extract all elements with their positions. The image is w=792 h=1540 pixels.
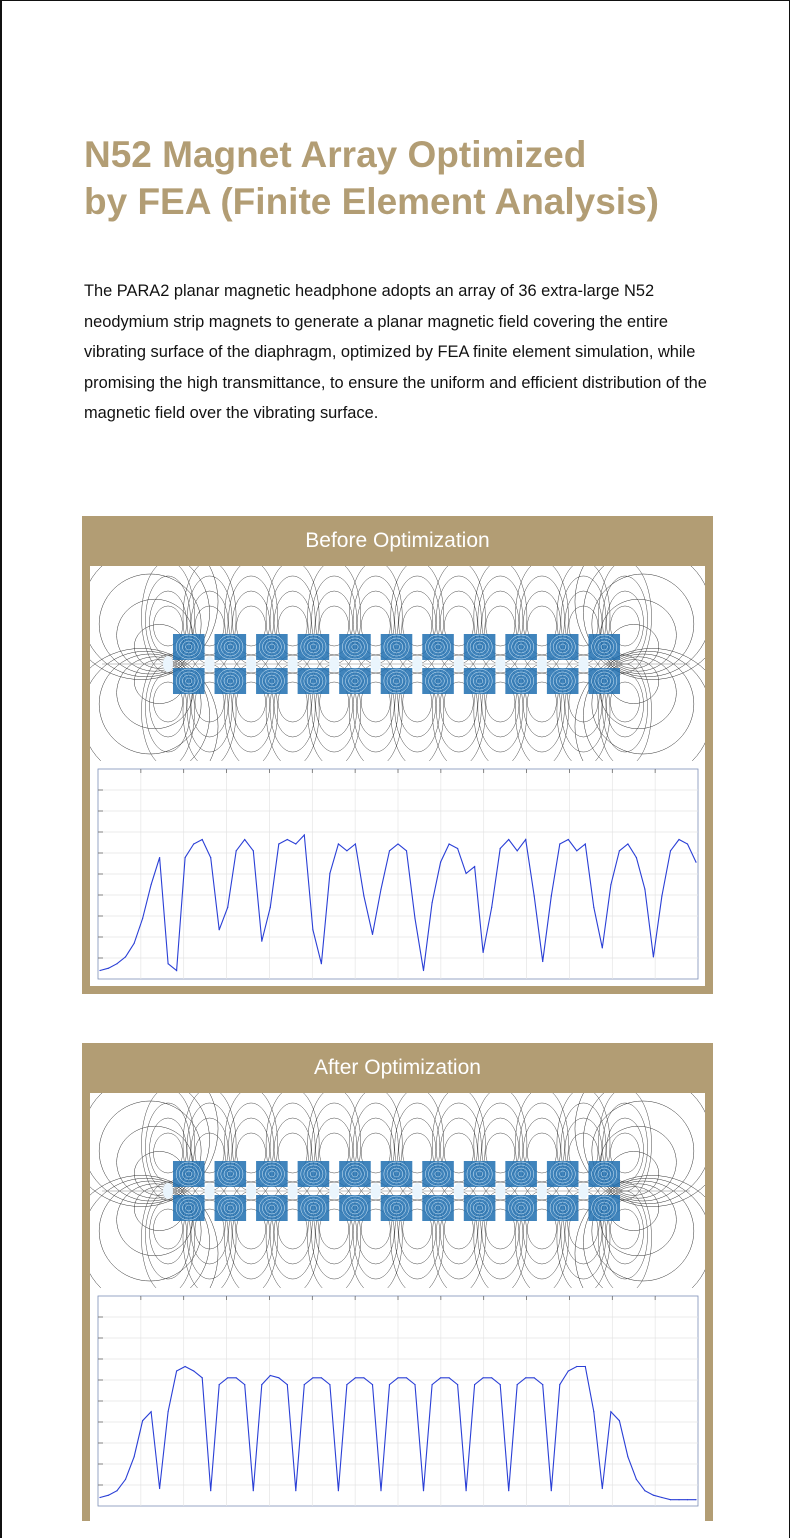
data-point [525,1377,526,1378]
field-strength-chart [90,1288,705,1513]
field-line [575,566,705,680]
data-point [346,1384,347,1385]
data-point [432,902,433,903]
data-point [576,850,577,851]
flux-gap [288,1183,298,1199]
data-point [168,963,169,964]
data-point [159,857,160,858]
data-point [474,866,475,867]
data-point [644,1490,645,1491]
data-point [321,963,322,964]
data-point [414,918,415,919]
page-title [84,131,764,225]
magnetic-field-diagram [90,1093,705,1288]
data-point [380,889,381,890]
data-point [151,884,152,885]
flux-gap [205,656,215,672]
panel-title: Before Optimization [305,529,490,552]
data-point [159,1488,160,1489]
data-point [176,1370,177,1371]
magnetic-field-diagram [90,566,705,761]
data-point [168,1411,169,1412]
data-point [142,918,143,919]
data-point [134,1456,135,1457]
data-point [466,1490,467,1491]
field-line [583,1093,705,1204]
data-point [551,895,552,896]
data-point [406,850,407,851]
flux-gap [537,656,547,672]
data-point [338,1490,339,1491]
data-point [627,843,628,844]
data-point [261,941,262,942]
field-strength-chart [90,761,705,986]
data-point [627,1456,628,1457]
data-point [236,850,237,851]
flux-gap [329,1183,339,1199]
data-point [202,839,203,840]
data-point [244,1384,245,1385]
flux-gap [412,1183,422,1199]
data-point [500,1384,501,1385]
flux-gap [537,1183,547,1199]
page-title-line-1: N52 Magnet Array Optimized [84,134,587,175]
flux-gap [412,656,422,672]
data-point [142,1420,143,1421]
data-point [491,907,492,908]
data-point [440,1377,441,1378]
flux-gap [371,1183,381,1199]
data-point [176,970,177,971]
data-point [551,1490,552,1491]
data-point [278,843,279,844]
data-point [312,929,313,930]
before-optimization-panel [82,516,713,994]
data-point [678,1499,679,1500]
data-point [619,850,620,851]
data-point [210,857,211,858]
data-point [287,1384,288,1385]
field-line [575,1093,705,1207]
data-point [559,1384,560,1385]
data-point [534,1377,535,1378]
data-point [610,1411,611,1412]
data-point [542,961,543,962]
data-point [466,873,467,874]
panel-title: After Optimization [314,1056,481,1079]
data-point [619,1420,620,1421]
data-point [457,1384,458,1385]
data-point [449,843,450,844]
data-point [270,907,271,908]
data-point [636,857,637,858]
data-point [389,850,390,851]
data-point [670,1499,671,1500]
panel-body [90,566,705,986]
data-point [134,943,135,944]
data-point [670,850,671,851]
data-point [517,850,518,851]
flux-gap [495,656,505,672]
data-point [653,956,654,957]
data-point [653,1495,654,1496]
data-point [270,1375,271,1376]
flux-gap [163,1183,173,1199]
data-point [432,1384,433,1385]
data-point [261,1384,262,1385]
data-point [99,1497,100,1498]
data-point [227,907,228,908]
data-point [687,1499,688,1500]
after-optimization-panel [82,1043,713,1521]
data-point [500,848,501,849]
data-point [108,968,109,969]
flux-gap [329,656,339,672]
data-point [278,1377,279,1378]
data-point [483,952,484,953]
data-point [372,934,373,935]
data-point [440,862,441,863]
data-point [457,848,458,849]
data-point [372,1384,373,1385]
data-point [244,839,245,840]
data-point [304,834,305,835]
data-point [474,1384,475,1385]
data-point [355,1377,356,1378]
data-point [491,1377,492,1378]
flux-gap [163,656,173,672]
data-point [644,889,645,890]
data-point [568,839,569,840]
data-point [295,1490,296,1491]
data-point [508,1490,509,1491]
flux-gap [454,1183,464,1199]
data-point [219,929,220,930]
flux-gap [578,656,588,672]
data-point [636,1479,637,1480]
data-point [508,839,509,840]
flux-gap [246,656,256,672]
data-point [116,1490,117,1491]
data-point [253,850,254,851]
data-point [695,1499,696,1500]
data-point [227,1377,228,1378]
data-point [125,1479,126,1480]
flux-gap [288,656,298,672]
data-point [542,1384,543,1385]
data-point [585,1366,586,1367]
data-point [346,850,347,851]
data-point [355,843,356,844]
data-point [602,1488,603,1489]
data-point [576,1366,577,1367]
data-point [312,1377,313,1378]
data-point [202,1377,203,1378]
data-point [423,1490,424,1491]
flux-gap [371,656,381,672]
data-point [406,1377,407,1378]
data-point [610,884,611,885]
data-point [397,843,398,844]
data-point [559,843,560,844]
data-point [483,1377,484,1378]
data-point [185,857,186,858]
flux-gap [246,1183,256,1199]
data-point [593,907,594,908]
data-point [236,1377,237,1378]
data-point [193,843,194,844]
field-line [575,1175,705,1288]
data-point [116,963,117,964]
data-point [210,1490,211,1491]
data-point [661,895,662,896]
intro-paragraph: The PARA2 planar magnetic headphone adopts an array of 36 extra-large N52 neodymium strip magnets to generate a planar magnetic field covering the entire vibrating surface of the diaphragm, optimized by FEA finite element simulation, while promising the high transmittance, to ensure the uniform and efficient distribution of the magnetic field over the vibrating surface. [84,282,707,422]
data-point [389,1384,390,1385]
data-point [593,1411,594,1412]
data-point [151,1411,152,1412]
data-point [329,1384,330,1385]
data-point [125,956,126,957]
data-point [602,947,603,948]
data-point [695,862,696,863]
flux-gap [578,1183,588,1199]
data-point [449,1377,450,1378]
data-point [363,1377,364,1378]
data-point [295,843,296,844]
data-point [568,1370,569,1371]
data-point [338,843,339,844]
data-point [99,970,100,971]
data-point [193,1370,194,1371]
data-point [380,1490,381,1491]
data-point [534,895,535,896]
data-point [687,843,688,844]
panel-body [90,1093,705,1521]
field-line [575,648,705,761]
data-point [525,839,526,840]
flux-gap [454,656,464,672]
flux-gap [205,1183,215,1199]
data-point [363,895,364,896]
data-point [253,1490,254,1491]
data-point [678,839,679,840]
data-point [397,1377,398,1378]
data-point [329,873,330,874]
data-point [219,1384,220,1385]
data-point [321,1377,322,1378]
data-point [287,839,288,840]
data-point [108,1495,109,1496]
data-point [517,1384,518,1385]
data-point [304,1384,305,1385]
flux-gap [495,1183,505,1199]
data-point [585,843,586,844]
data-point [414,1384,415,1385]
data-point [185,1366,186,1367]
data-point [423,970,424,971]
field-line [583,566,705,677]
data-point [661,1497,662,1498]
page-title-line-2: by FEA (Finite Element Analysis) [84,181,659,222]
